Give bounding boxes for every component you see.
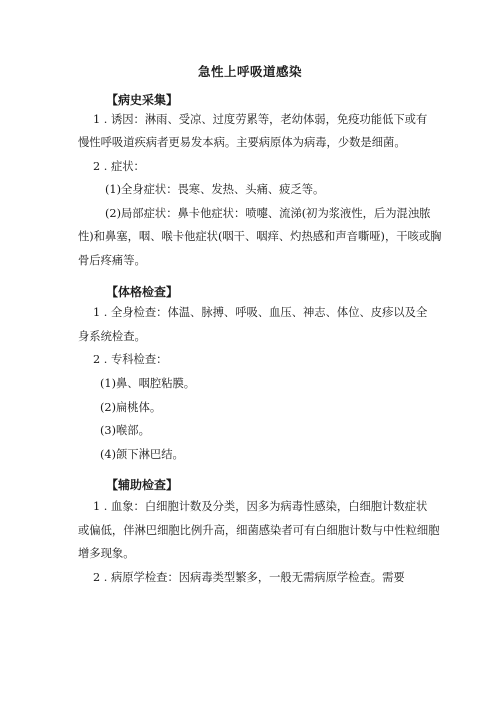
paragraph-line: (1)全身症状：畏寒、发热、头痛、疲乏等。 (105, 183, 325, 196)
paragraph-line: 2 . 症状： (93, 160, 145, 173)
section-heading-history: 【病史采集】 (106, 93, 179, 107)
paragraph-line: 身系统检查。 (78, 330, 146, 343)
paragraph-line: 增多现象。 (78, 547, 135, 560)
paragraph-line: 慢性呼吸道疾病者更易发本病。主要病原体为病毒，少数是细菌。 (78, 136, 406, 149)
paragraph-line: 性)和鼻塞，咽、喉卡他症状(咽干、咽痒、灼热感和声音嘶哑)，干咳或胸 (78, 230, 442, 243)
paragraph-line: 或偏低，伴淋巴细胞比例升高，细菌感染者可有白细胞计数与中性粒细胞 (78, 524, 440, 537)
paragraph-line: (2)局部症状：鼻卡他症状：喷嚏、流涕(初为浆液性，后为混浊脓 (105, 207, 431, 220)
section-heading-exam: 【体格检查】 (106, 285, 179, 299)
paragraph-line: 骨后疼痛等。 (78, 254, 146, 267)
paragraph-line: (3)喉部。 (100, 424, 150, 437)
paragraph-line: 2 . 专科检查： (93, 353, 168, 366)
paragraph-line: 2 . 病原学检查：因病毒类型繁多，一般无需病原学检查。需要 (93, 571, 405, 584)
paragraph-line: 1 . 全身检查：体温、脉搏、呼吸、血压、神志、体位、皮疹以及全 (93, 306, 428, 319)
document-title: 急性上呼吸道感染 (197, 64, 302, 79)
paragraph-line: (1)鼻、咽腔粘膜。 (100, 377, 196, 390)
paragraph-line: (2)扁桃体。 (100, 401, 162, 414)
section-heading-aux: 【辅助检查】 (106, 478, 179, 492)
paragraph-line: 1 . 血象：白细胞计数及分类，因多为病毒性感染，白细胞计数症状 (93, 500, 428, 513)
paragraph-line: (4)颌下淋巴结。 (100, 448, 184, 461)
paragraph-line: 1 . 诱因：淋雨、受凉、过度劳累等，老幼体弱，免疫功能低下或有 (93, 113, 428, 126)
